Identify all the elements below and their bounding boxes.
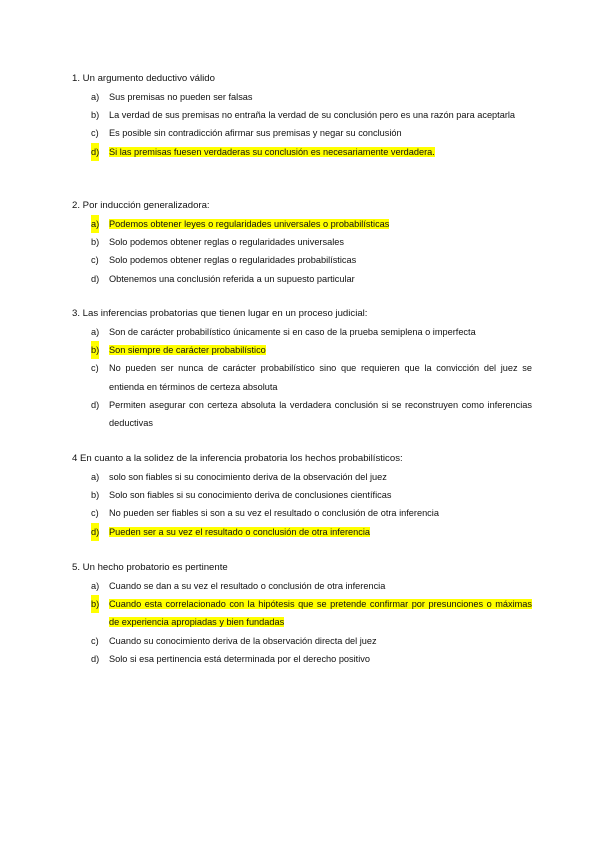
option-text: Son de carácter probabilístico únicamente si en caso de la prueba semiplena o imperfecta: [109, 327, 476, 337]
option-letter: c): [91, 508, 99, 519]
option-d: [72, 650, 532, 668]
option-text-highlighted: Podemos obtener leyes o regularidades universales o probabilísticas: [109, 219, 390, 229]
question-title: 1. Un argumento deductivo válido: [72, 73, 215, 84]
option-letter: b): [91, 490, 100, 501]
option-list: [72, 577, 532, 668]
option-letter: d): [91, 273, 100, 284]
question-title: 2. Por inducción generalizadora:: [72, 200, 210, 211]
option-d: [72, 396, 532, 432]
option-text: Solo si esa pertinencia está determinada por el derecho positivo: [109, 653, 370, 664]
option-c: [72, 124, 532, 142]
option-text: Es posible sin contradicción afirmar sus premisas y negar su conclusión: [109, 128, 402, 139]
option-b-correct: [72, 595, 532, 631]
option-c: [72, 504, 532, 522]
question-1: [72, 70, 532, 161]
option-text-highlighted: Son siempre de carácter probabilístico: [109, 345, 266, 356]
option-text: Solo podemos obtener reglas o regularidades universales: [109, 237, 344, 248]
option-list: [72, 215, 532, 288]
option-text-highlighted: Si las premisas fuesen verdaderas su conclusión es necesariamente verdadera.: [109, 146, 435, 157]
option-letter: d): [91, 399, 100, 410]
option-text: Solo podemos obtener reglas o regularidades probabilísticas: [109, 255, 357, 266]
option-letter: c): [91, 255, 99, 266]
option-a-correct: [72, 215, 532, 233]
option-text: Cuando se dan a su vez el resultado o conclusión de otra inferencia: [109, 581, 386, 591]
question-3: [72, 305, 532, 432]
option-letter: a): [91, 581, 100, 591]
question-4: [72, 450, 532, 541]
option-text: Obtenemos una conclusión referida a un supuesto particular: [109, 273, 355, 284]
option-d-correct: [72, 523, 532, 541]
option-text: Cuando su conocimiento deriva de la observación directa del juez: [109, 635, 377, 646]
option-letter: c): [91, 363, 99, 374]
option-text: No pueden ser nunca de carácter probabilístico sino que requieren que la convicción del juez se entienda en términos de certeza absoluta: [109, 363, 532, 392]
option-letter: a): [91, 215, 99, 233]
question-2: [72, 197, 532, 288]
option-text: La verdad de sus premisas no entraña la verdad de su conclusión pero es una razón para aceptarla: [109, 110, 516, 121]
option-b: [72, 106, 532, 124]
option-text: Sus premisas no pueden ser falsas: [109, 92, 253, 102]
question-title: 5. Un hecho probatorio es pertinente: [72, 562, 228, 573]
option-b: [72, 233, 532, 251]
option-b: [72, 486, 532, 504]
option-a: [72, 577, 532, 595]
option-a: [72, 468, 532, 486]
option-text: solo son fiables si su conocimiento deriva de la observación del juez: [109, 472, 387, 482]
option-letter: b): [91, 110, 100, 121]
option-text-highlighted: Pueden ser a su vez el resultado o conclusión de otra inferencia: [109, 526, 370, 537]
option-letter: c): [91, 128, 99, 139]
option-a: [72, 88, 532, 106]
option-letter: d): [91, 523, 99, 541]
option-b-correct: [72, 341, 532, 359]
option-c: [72, 251, 532, 269]
option-letter: d): [91, 143, 99, 161]
option-letter: c): [91, 635, 99, 646]
option-c: [72, 359, 532, 395]
option-letter: a): [91, 327, 100, 337]
option-list: [72, 468, 532, 541]
option-d-correct: [72, 143, 532, 161]
option-letter: b): [91, 341, 99, 359]
option-list: [72, 88, 532, 161]
option-text-highlighted: Cuando esta correlacionado con la hipótesis que se pretende confirmar por presunciones o máximas de experiencia apropiadas y bien fundadas: [109, 599, 532, 628]
option-letter: b): [91, 595, 99, 613]
option-letter: b): [91, 237, 100, 248]
option-text: Solo son fiables si su conocimiento deriva de conclusiones científicas: [109, 490, 392, 501]
option-letter: a): [91, 92, 100, 102]
question-title: 3. Las inferencias probatorias que tienen lugar en un proceso judicial:: [72, 308, 368, 319]
option-d: [72, 270, 532, 288]
option-letter: a): [91, 472, 100, 482]
option-text: No pueden ser fiables si son a su vez el resultado o conclusión de otra inferencia: [109, 508, 439, 519]
question-5: [72, 559, 532, 668]
option-letter: d): [91, 653, 100, 664]
option-a: [72, 323, 532, 341]
option-list: [72, 323, 532, 432]
option-text: Permiten asegurar con certeza absoluta la verdadera conclusión si se reconstruyen como inferencias deductivas: [109, 399, 532, 429]
question-title: 4 En cuanto a la solidez de la inferencia probatoria los hechos probabilísticos:: [72, 453, 403, 464]
option-c: [72, 632, 532, 650]
